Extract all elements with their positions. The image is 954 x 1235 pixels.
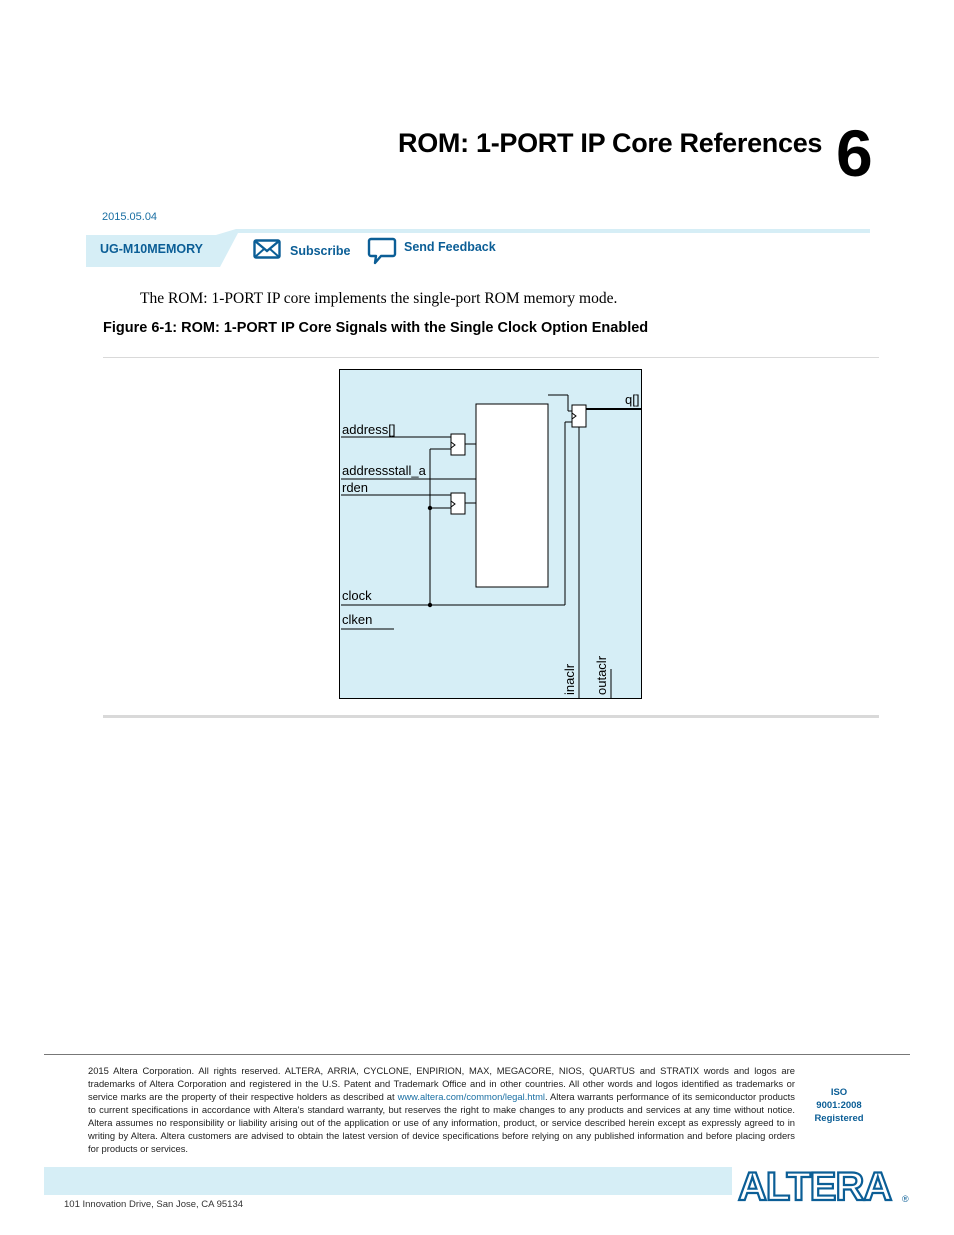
address-register	[451, 434, 465, 455]
rden-register	[451, 493, 465, 514]
altera-logo	[736, 1164, 916, 1206]
legal-text-1: 2015 Altera Corporation. All rights reserved. ALTERA, ARRIA, CYCLONE, ENPIRION, MAX, MEGACORE, NIOS, QUARTUS and STRATIX words and logos are trademarks of Altera Corporation and registered in the U.S. Patent and Trademark Office and in other countries. All other words and logos identified as trademarks or service marks are the property of their respective holders as described at	[88, 1065, 795, 1102]
chapter-number: 6	[836, 116, 873, 190]
signal-clock: clock	[342, 588, 372, 603]
legal-notice	[88, 1064, 795, 1155]
signal-rden: rden	[342, 480, 369, 495]
signal-outaclr: outaclr	[594, 655, 609, 695]
iso-line-2: 9001:2008	[816, 1100, 862, 1111]
registered-mark: ®	[902, 1194, 909, 1204]
subscribe-link[interactable]: Subscribe	[290, 244, 351, 258]
rom-signal-diagram	[339, 369, 643, 700]
intro-paragraph: The ROM: 1-PORT IP core implements the single-port ROM memory mode.	[140, 290, 618, 307]
memory-block	[476, 404, 548, 587]
footer-rule	[44, 1054, 910, 1055]
send-feedback-link[interactable]: Send Feedback	[404, 240, 496, 254]
signal-q: q[]	[625, 392, 640, 407]
iso-line-3: Registered	[814, 1113, 864, 1124]
logo-wordmark: ALTERA	[738, 1165, 892, 1206]
doc-id: UG-M10MEMORY	[100, 242, 204, 256]
legal-text-2: . Altera warrants performance of its semiconductor products to current specifications in accordance with Altera's standard warranty, but reserves the right to make changes to any products and services at any time without notice. Altera assumes no responsibility or liability arising out of the application or use of any information, product, or service described herein except as expressly agreed to in writing by Altera. Altera customers are advised to obtain the latest version of device specifications before relying on any published information and before placing orders for products or services.	[88, 1091, 795, 1154]
publish-date: 2015.05.04	[102, 211, 158, 223]
figure-bottom-rule	[103, 715, 879, 718]
signal-address: address[]	[342, 422, 396, 437]
iso-badge	[805, 1086, 873, 1125]
signal-addressstall: addressstall_a	[342, 463, 426, 478]
chapter-title: ROM: 1-PORT IP Core References	[398, 128, 823, 158]
speech-bubble-icon[interactable]	[367, 237, 397, 265]
figure-top-rule	[103, 357, 879, 358]
figure-caption: Figure 6-1: ROM: 1-PORT IP Core Signals with the Single Clock Option Enabled	[103, 320, 649, 336]
iso-line-1: ISO	[830, 1087, 848, 1098]
envelope-icon[interactable]	[253, 239, 281, 259]
footer-band	[44, 1167, 732, 1195]
signal-clken: clken	[342, 612, 373, 627]
legal-link[interactable]: www.altera.com/common/legal.html	[397, 1091, 546, 1102]
company-address: 101 Innovation Drive, San Jose, CA 95134	[64, 1199, 244, 1210]
output-register	[572, 405, 586, 427]
signal-inaclr: inaclr	[562, 663, 577, 695]
